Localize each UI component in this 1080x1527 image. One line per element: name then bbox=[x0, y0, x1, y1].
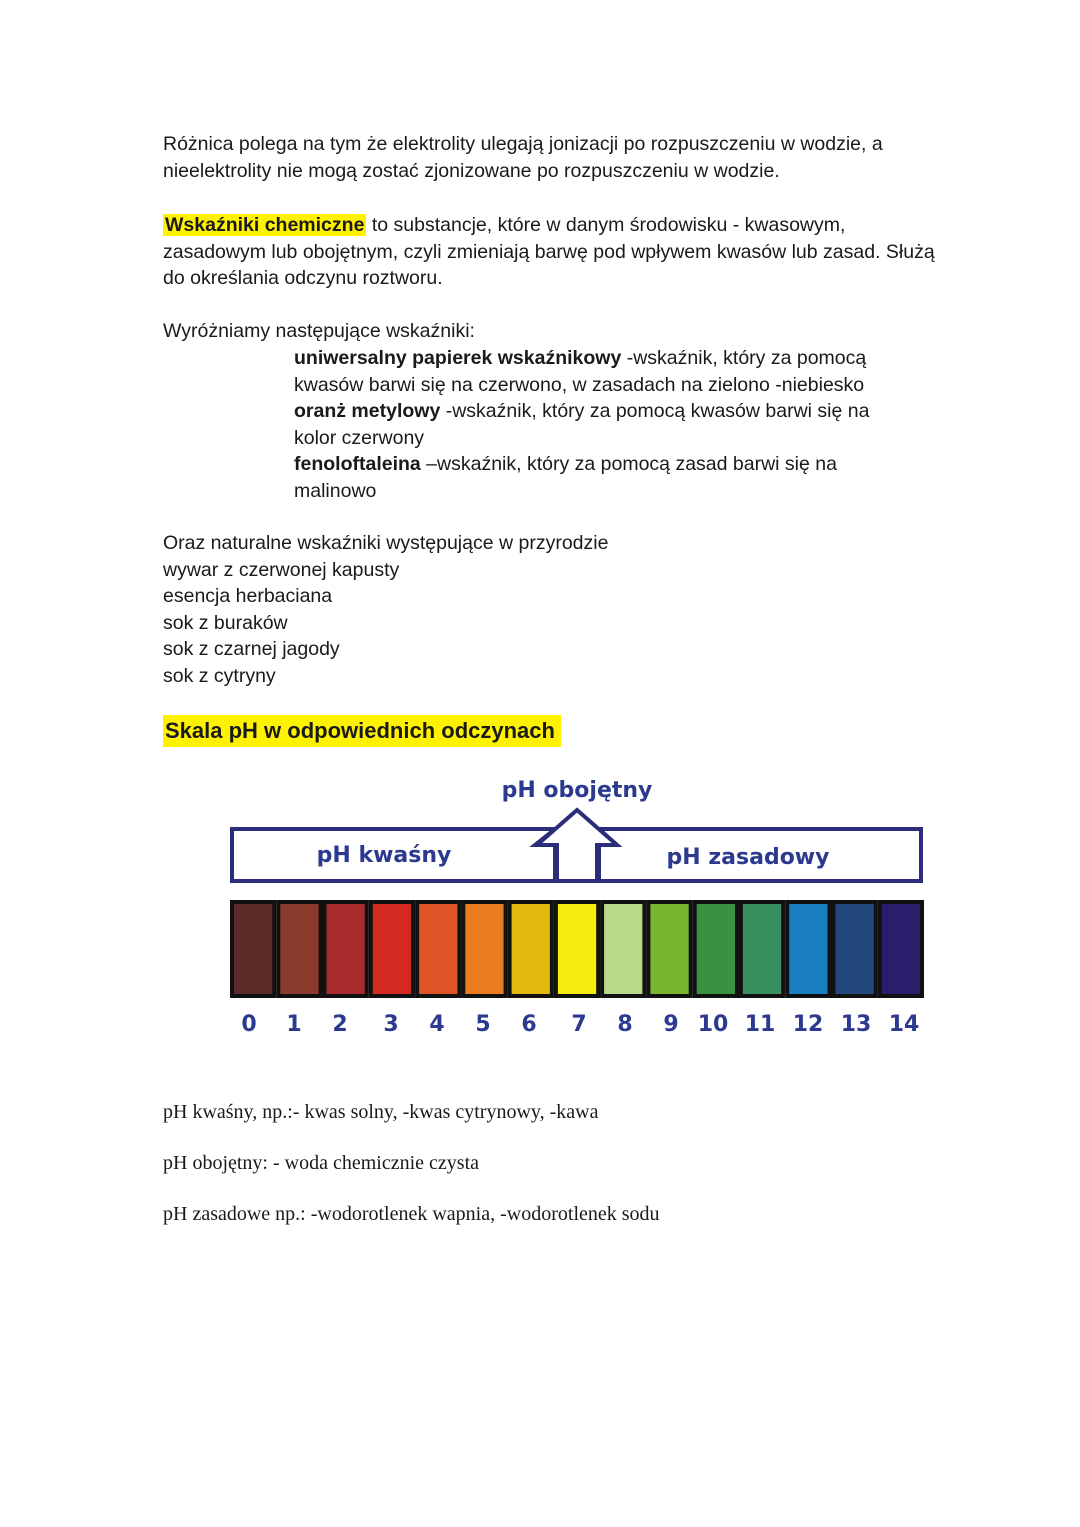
indicators-list-intro: Wyróżniamy następujące wskaźniki: bbox=[163, 320, 475, 342]
indicator-name: fenoloftaleina bbox=[294, 453, 421, 475]
ph-value-14: 14 bbox=[888, 1012, 920, 1037]
ph-value-6: 6 bbox=[521, 1012, 537, 1037]
ph-value-8: 8 bbox=[617, 1012, 633, 1037]
ph-value-4: 4 bbox=[429, 1012, 445, 1037]
natural-indicator-item: sok z czarnej jagody bbox=[163, 638, 340, 661]
indicator-desc: –wskaźnik, który za pomocą zasad barwi się na malinowo bbox=[294, 453, 837, 502]
natural-indicator-item: sok z cytryny bbox=[163, 664, 276, 687]
ph-swatch-9 bbox=[648, 902, 690, 996]
ph-scale-heading: Skala pH w odpowiednich odczynach bbox=[163, 715, 561, 747]
indicator-name: oranż metylowy bbox=[294, 400, 441, 422]
ph-swatch-6 bbox=[510, 902, 552, 996]
ph-value-1: 1 bbox=[286, 1012, 302, 1037]
natural-indicators-intro: Oraz naturalne wskaźniki występujące w przyrodzie bbox=[163, 532, 609, 554]
ph-swatch-14 bbox=[880, 902, 922, 996]
ph-swatch-0 bbox=[232, 902, 274, 996]
ph-value-9: 9 bbox=[663, 1012, 679, 1037]
ph-value-3: 3 bbox=[383, 1012, 399, 1037]
ph-value-5: 5 bbox=[475, 1012, 491, 1037]
ph-swatch-5 bbox=[463, 902, 505, 996]
indicator-desc: -wskaźnik, który za pomocą kwasów barwi się na kolor czerwony bbox=[294, 400, 870, 449]
ph-swatch-1 bbox=[278, 902, 320, 996]
indicators-definition-text: to substancje, które w danym środowisku - kwasowym, zasadowym lub obojętnym, czyli zmieniają barwę pod wpływem kwasów lub zasad. Służą do określania odczynu roztworu. bbox=[163, 214, 935, 289]
ph-value-10: 10 bbox=[697, 1012, 729, 1037]
ph-swatch-7 bbox=[556, 902, 598, 996]
ph-value-2: 2 bbox=[332, 1012, 348, 1037]
indicator-name: uniwersalny papierek wskaźnikowy bbox=[294, 347, 622, 369]
indicators-term-highlight: Wskaźniki chemiczne bbox=[165, 214, 365, 236]
indicator-desc: -wskaźnik, który za pomocą kwasów barwi się na czerwono, w zasadach na zielono -niebiesko bbox=[294, 347, 867, 396]
ph-swatch-13 bbox=[834, 902, 876, 996]
natural-indicator-item: sok z buraków bbox=[163, 611, 288, 634]
ph-swatch-10 bbox=[695, 902, 737, 996]
ph-swatch-2 bbox=[325, 902, 367, 996]
ph-swatch-12 bbox=[787, 902, 829, 996]
neutral-examples: pH obojętny: - woda chemicznie czysta bbox=[163, 1152, 479, 1174]
base-examples: pH zasadowe np.: -wodorotlenek wapnia, -wodorotlenek sodu bbox=[163, 1203, 660, 1225]
natural-indicator-item: wywar z czerwonej kapusty bbox=[163, 558, 400, 581]
acid-examples: pH kwaśny, np.:- kwas solny, -kwas cytrynowy, -kawa bbox=[163, 1101, 599, 1123]
ph-value-0: 0 bbox=[241, 1012, 257, 1037]
ph-swatch-3 bbox=[371, 902, 413, 996]
intro-paragraph: Różnica polega na tym że elektrolity ulegają jonizacji po rozpuszczeniu w wodzie, a nieelektrolity nie mogą zostać zjonizowane po rozpuszczeniu w wodzie. bbox=[163, 133, 883, 182]
ph-swatch-11 bbox=[741, 902, 783, 996]
ph-value-12: 12 bbox=[792, 1012, 824, 1037]
ph-swatch-8 bbox=[602, 902, 644, 996]
ph-value-11: 11 bbox=[744, 1012, 776, 1037]
acid-label: pH kwaśny bbox=[316, 843, 452, 868]
ph-value-13: 13 bbox=[840, 1012, 872, 1037]
base-label: pH zasadowy bbox=[666, 845, 830, 870]
ph-swatch-4 bbox=[417, 902, 459, 996]
ph-value-7: 7 bbox=[571, 1012, 587, 1037]
neutral-label: pH obojętny bbox=[501, 778, 653, 803]
natural-indicator-item: esencja herbaciana bbox=[163, 585, 333, 608]
